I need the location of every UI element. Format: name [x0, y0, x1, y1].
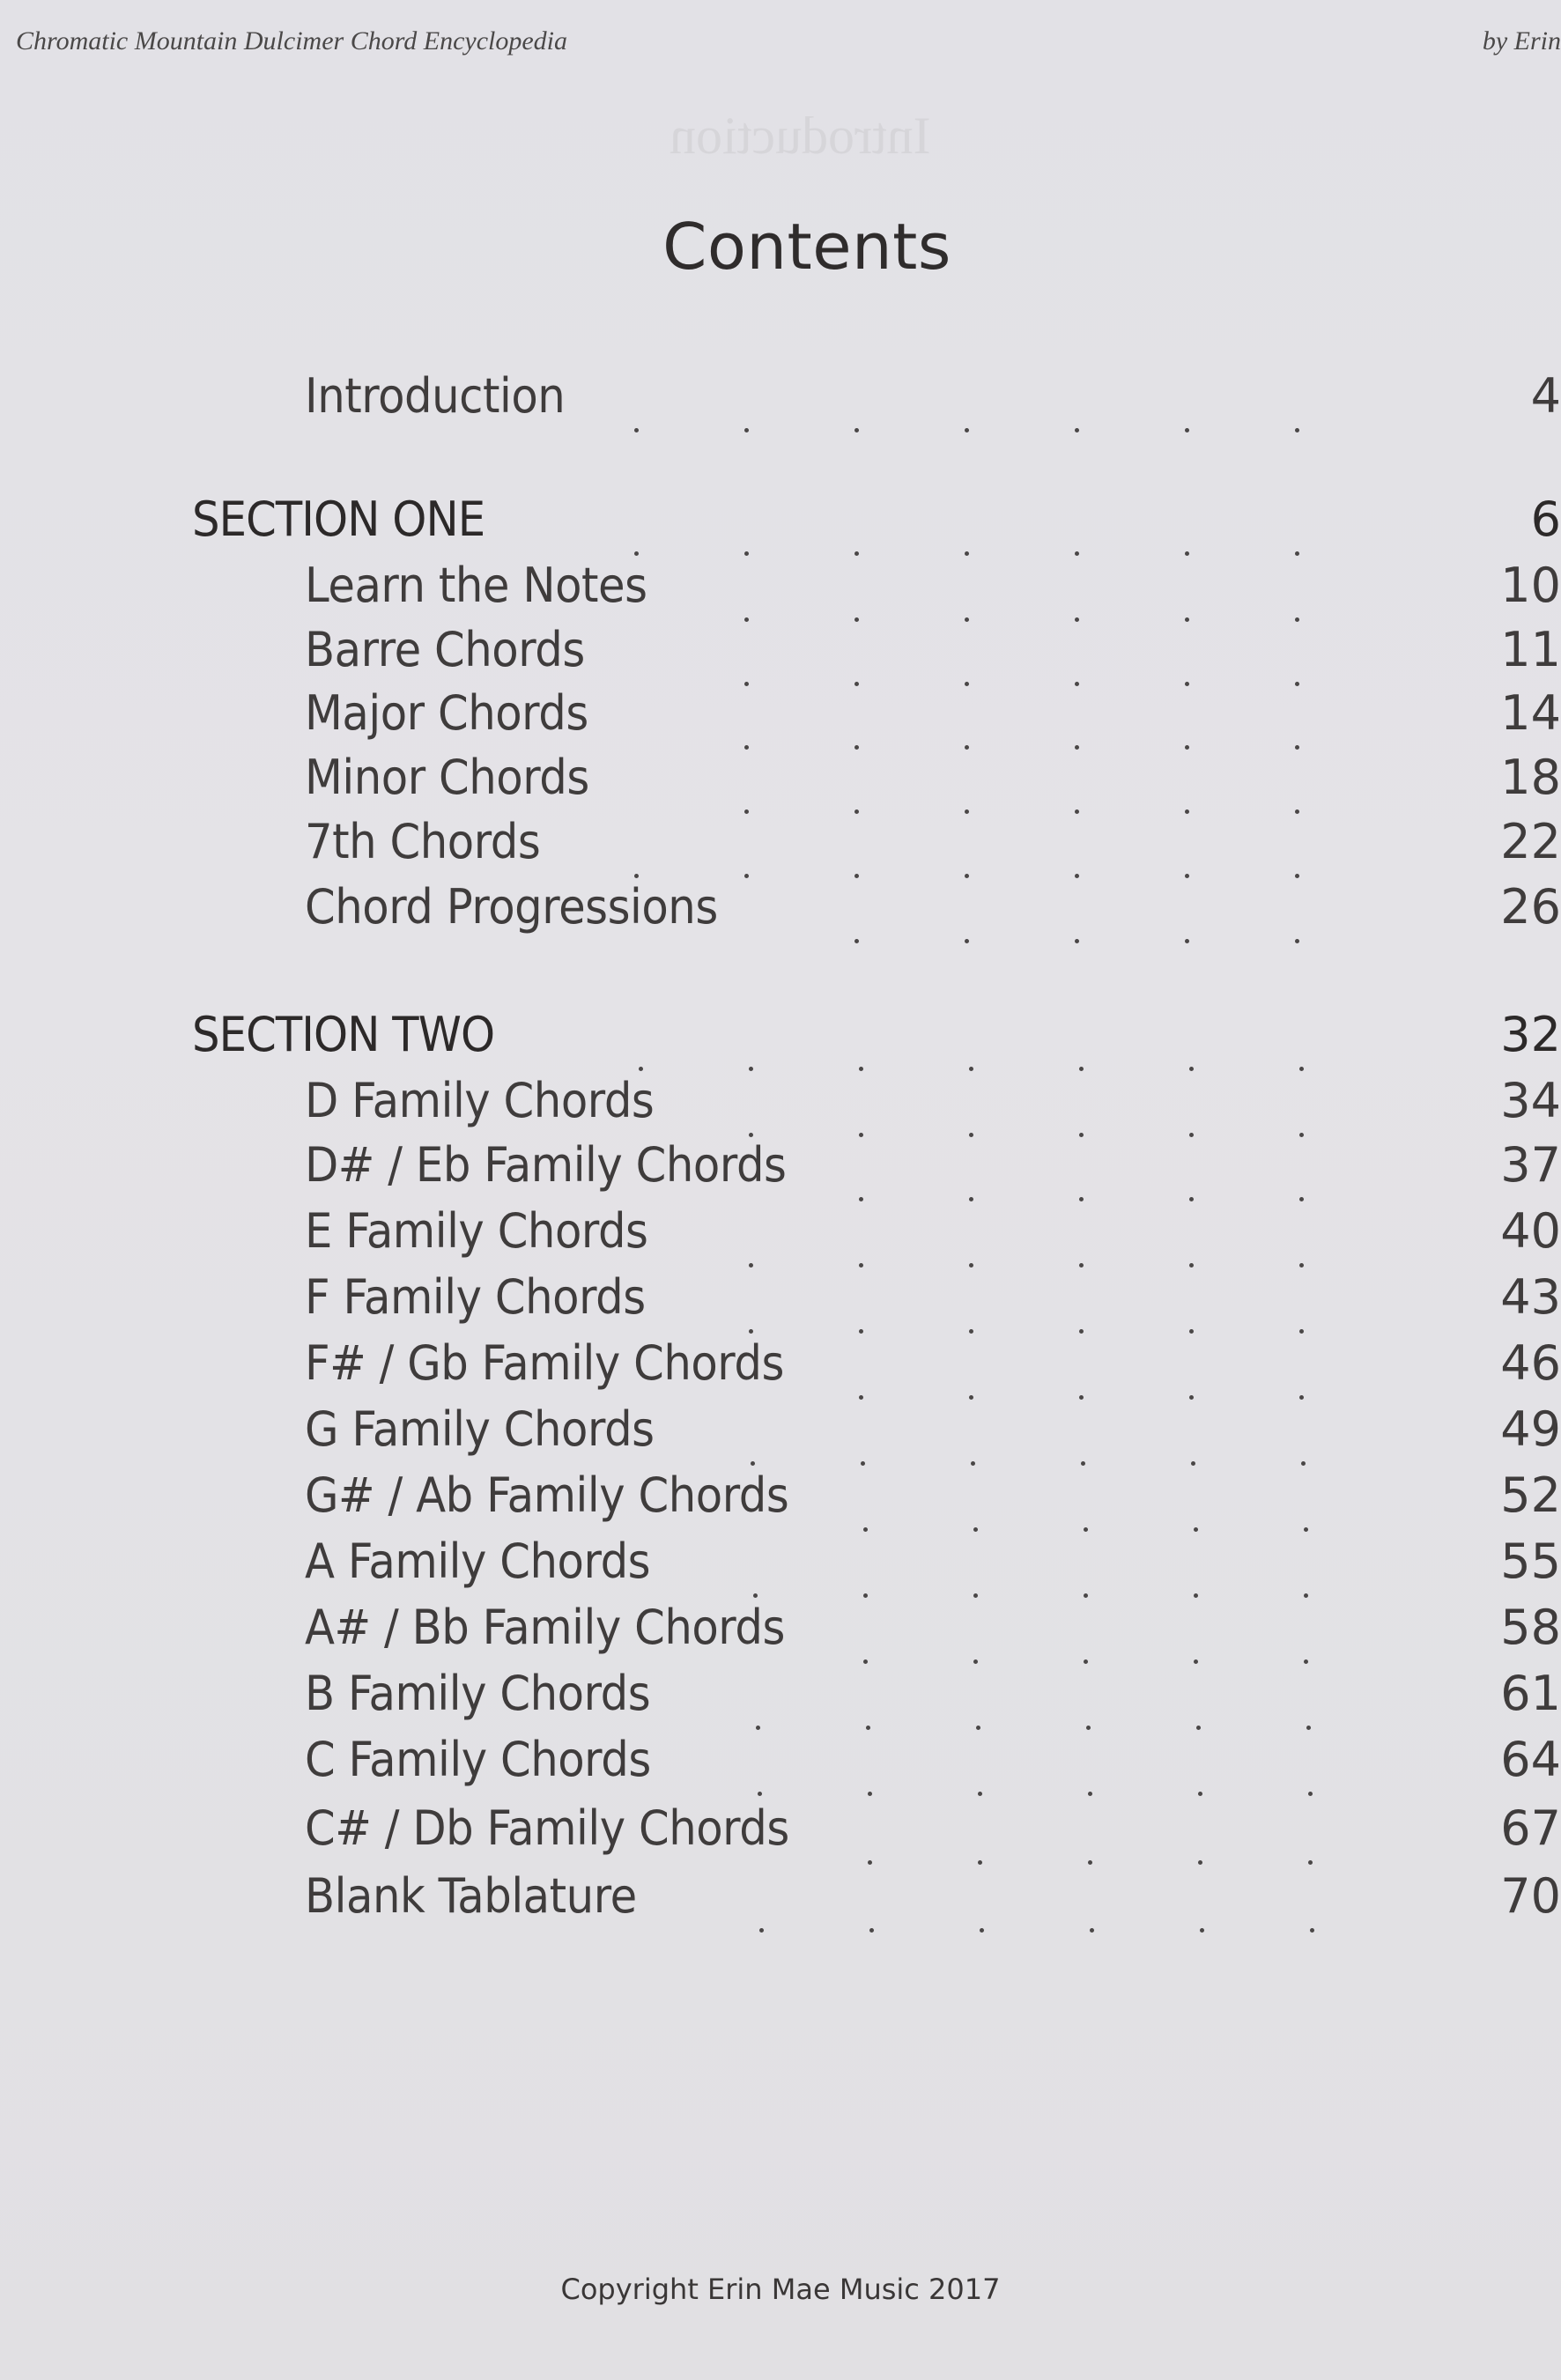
toc-label: C Family Chords: [305, 1732, 651, 1787]
toc-page-number: 64: [1500, 1732, 1561, 1787]
toc-page-number: 37: [1500, 1137, 1561, 1193]
toc-label: Barre Chords: [305, 622, 585, 677]
toc-label: E Family Chords: [305, 1203, 648, 1259]
toc-entry-row: [0, 879, 1561, 960]
toc-label: B Family Chords: [305, 1666, 651, 1721]
running-header-book-title: Chromatic Mountain Dulcimer Chord Encyclopedia: [16, 26, 568, 55]
toc-page-number: 55: [1500, 1534, 1561, 1589]
toc-label: Chord Progressions: [305, 879, 718, 935]
running-header-author: by Erin: [1482, 26, 1561, 55]
toc-page-number: 6: [1530, 492, 1561, 547]
toc-page-number: 58: [1500, 1600, 1561, 1655]
toc-page-number: 52: [1500, 1467, 1561, 1523]
toc-label: G Family Chords: [305, 1401, 655, 1457]
toc-label: A# / Bb Family Chords: [305, 1600, 785, 1655]
toc-label: Minor Chords: [305, 750, 589, 805]
toc-page-number: 46: [1500, 1335, 1561, 1391]
toc-label: Introduction: [305, 368, 566, 424]
toc-label: F# / Gb Family Chords: [305, 1335, 784, 1391]
toc-page-number: 4: [1530, 368, 1561, 424]
toc-page-number: 34: [1500, 1073, 1561, 1128]
copyright-footer: Copyright Erin Mae Music 2017: [560, 2273, 1001, 2306]
toc-page-number: 18: [1500, 750, 1561, 805]
toc-label: G# / Ab Family Chords: [305, 1467, 789, 1523]
bleed-through-text: Introduction: [670, 107, 931, 165]
toc-page-number: 70: [1500, 1868, 1561, 1924]
toc-page-number: 10: [1500, 558, 1561, 613]
page-title: Contents: [662, 210, 951, 284]
toc-page-number: 11: [1500, 622, 1561, 677]
toc-page-number: 43: [1500, 1269, 1561, 1325]
toc-entry-row: [0, 1868, 1561, 1949]
toc-label: C# / Db Family Chords: [305, 1800, 789, 1856]
toc-page-number: 14: [1500, 685, 1561, 741]
toc-label: Major Chords: [305, 685, 588, 741]
toc-label: A Family Chords: [305, 1534, 651, 1589]
toc-page-number: 32: [1500, 1007, 1561, 1062]
toc-page-number: 26: [1500, 879, 1561, 935]
toc-page-number: 67: [1500, 1800, 1561, 1856]
toc-page-number: 22: [1500, 814, 1561, 869]
toc-label: 7th Chords: [305, 814, 541, 869]
toc-label: Blank Tablature: [305, 1868, 637, 1924]
toc-label: D Family Chords: [305, 1073, 655, 1128]
toc-label: F Family Chords: [305, 1269, 646, 1325]
toc-entry-row: [0, 368, 1561, 449]
toc-label: Learn the Notes: [305, 558, 647, 613]
toc-page-number: 61: [1500, 1666, 1561, 1721]
toc-page-number: 49: [1500, 1401, 1561, 1457]
toc-label: SECTION TWO: [192, 1007, 495, 1062]
toc-label: D# / Eb Family Chords: [305, 1137, 787, 1193]
toc-label: SECTION ONE: [192, 492, 485, 547]
toc-page-number: 40: [1500, 1203, 1561, 1259]
